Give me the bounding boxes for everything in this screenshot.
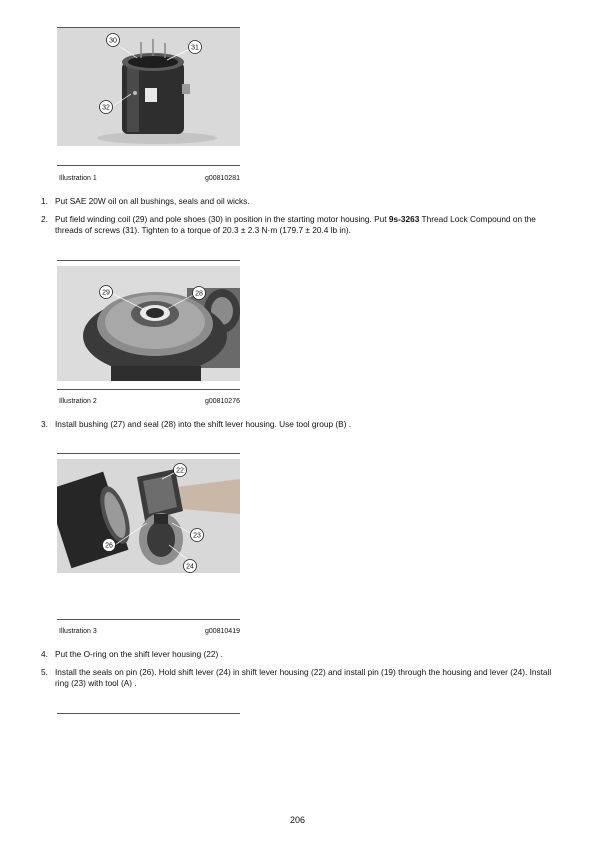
- step-3: [41, 419, 561, 431]
- figure-3-photo: [57, 459, 240, 573]
- figure-2-photo: [57, 266, 240, 381]
- step-5-text: Install the seals on pin (26). Hold shift lever (24) in shift lever housing (22) and install pin (19) through the housing and lever (24). Install ring (23) with tool (A) .: [55, 667, 552, 688]
- figure-4-top-rule: [57, 713, 240, 714]
- step-2: [41, 214, 561, 238]
- callout-26: [103, 539, 116, 552]
- figure-1-label: Illustration 1: [59, 175, 97, 182]
- step-4: [41, 649, 561, 661]
- svg-text:26: 26: [105, 542, 113, 550]
- figure-1-caption-rule: [57, 165, 240, 166]
- svg-text:31: 31: [191, 44, 199, 52]
- part-number: 9s-3263: [388, 214, 420, 224]
- step-2-text-post: Thread Lock Compound on the threads of screws (31). Tighten to a torque of 20.3 ± 2.3 N·m (179.7 ± 20.4 lb in).: [55, 214, 536, 235]
- step-1: [41, 196, 561, 208]
- callout-30: [107, 34, 120, 47]
- page-number: 206: [289, 815, 306, 825]
- svg-text:32: 32: [102, 104, 110, 112]
- step-2-text: [55, 214, 561, 235]
- svg-text:30: 30: [109, 37, 117, 45]
- step-5-number: 5.: [41, 667, 48, 677]
- figure-3-top-rule: [57, 453, 240, 454]
- callout-31: [189, 41, 202, 54]
- step-3-number: 3.: [41, 419, 48, 429]
- figure-2-label: Illustration 2: [59, 398, 97, 405]
- figure-2-top-rule: [57, 260, 240, 261]
- figure-2-id: g00810276: [204, 398, 240, 405]
- callout-22: [174, 464, 187, 477]
- figure-1-photo: [57, 28, 240, 146]
- svg-text:23: 23: [193, 532, 201, 540]
- callout-32: [100, 101, 113, 114]
- figure-2-caption: [57, 398, 240, 408]
- step-3-text: Install bushing (27) and seal (28) into the shift lever housing. Use tool group (B) .: [55, 419, 352, 429]
- step-1-number: 1.: [41, 196, 48, 206]
- step-2-number: 2.: [41, 214, 48, 224]
- step-2-text-pre: Put field winding coil (29) and pole shoes (30) in position in the starting motor housing. Put: [55, 214, 389, 224]
- svg-text:28: 28: [195, 290, 203, 298]
- figure-3-caption-rule: [57, 619, 240, 620]
- callout-24: [184, 560, 197, 573]
- step-5: [41, 667, 561, 691]
- figure-1-id: g00810281: [204, 175, 240, 182]
- figure-3-label: Illustration 3: [59, 628, 97, 635]
- figure-3-id: g00810419: [204, 628, 240, 635]
- svg-text:22: 22: [176, 467, 184, 475]
- figure-3-caption: [57, 628, 240, 638]
- callout-28: [193, 287, 206, 300]
- figure-2-caption-rule: [57, 389, 240, 390]
- callout-29: [100, 286, 113, 299]
- svg-text:29: 29: [102, 289, 110, 297]
- svg-text:24: 24: [186, 563, 194, 571]
- step-1-text: Put SAE 20W oil on all bushings, seals and oil wicks.: [55, 196, 250, 206]
- callout-23: [191, 529, 204, 542]
- step-4-number: 4.: [41, 649, 48, 659]
- figure-1-caption: [57, 175, 240, 185]
- step-4-text: Put the O-ring on the shift lever housing (22) .: [55, 649, 223, 659]
